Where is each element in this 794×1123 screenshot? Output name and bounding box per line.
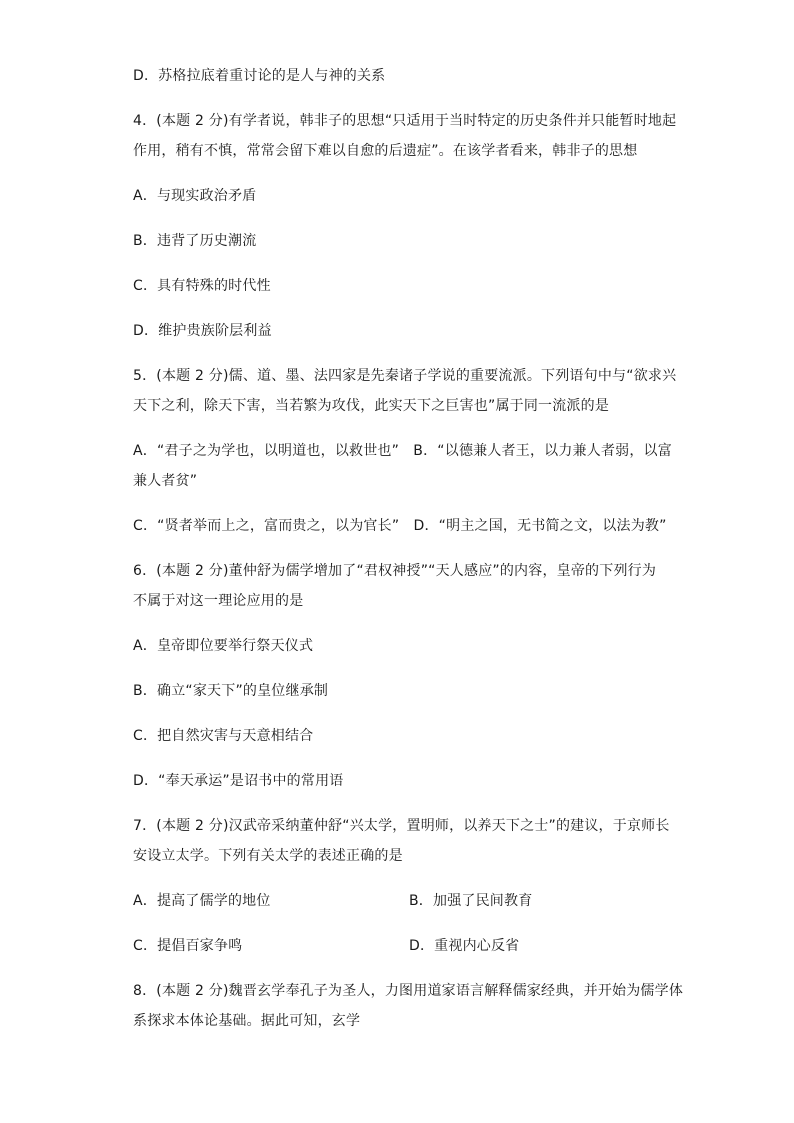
- q7-option-c: C．提倡百家争鸣: [133, 938, 243, 954]
- q4-option-b: B．违背了历史潮流: [133, 233, 257, 249]
- q4-stem-line2: 作用，稍有不慎，常常会留下难以自愈的后遗症”。在该学者看来，韩非子的思想: [133, 143, 638, 159]
- q6-option-d: D．“奉天承运”是诏书中的常用语: [133, 773, 344, 789]
- q7-stem-line2: 安设立太学。下列有关太学的表述正确的是: [133, 848, 403, 864]
- q5-stem-line1: 5．(本题 2 分)儒、道、墨、法四家是先秦诸子学说的重要流派。下列语句中与“欲求兴: [133, 368, 677, 384]
- q6-stem-line2: 不属于对这一理论应用的是: [133, 593, 304, 609]
- q4-option-a: A．与现实政治矛盾: [133, 188, 257, 204]
- q4-option-d: D．维护贵族阶层利益: [133, 323, 272, 339]
- q7-option-a: A．提高了儒学的地位: [133, 893, 271, 909]
- q3-option-d: D．苏格拉底着重讨论的是人与神的关系: [133, 68, 386, 84]
- q6-option-a: A．皇帝即位要举行祭天仪式: [133, 638, 314, 654]
- q7-stem-line1: 7．(本题 2 分)汉武帝采纳董仲舒“兴太学，置明师，以养天下之士”的建议，于京师长: [133, 818, 670, 834]
- q8-stem-line2: 系探求本体论基础。据此可知，玄学: [133, 1013, 361, 1029]
- q8-stem-line1: 8．(本题 2 分)魏晋玄学奉孔子为圣人，力图用道家语言解释儒家经典，并开始为儒学体: [133, 983, 684, 999]
- q4-stem-line1: 4．(本题 2 分)有学者说，韩非子的思想“只适用于当时特定的历史条件并只能暂时地起: [133, 113, 677, 129]
- q6-option-c: C．把自然灾害与天意相结合: [133, 728, 314, 744]
- q6-stem-line1: 6．(本题 2 分)董仲舒为儒学增加了“君权神授”“天人感应”的内容，皇帝的下列行为: [133, 563, 657, 579]
- q7-option-b: B．加强了民间教育: [409, 893, 533, 909]
- q5-options-cd: C．“贤者举而上之，富而贵之，以为官长” D．“明主之国，无书简之文，以法为教”: [133, 518, 667, 534]
- q5-options-ab-line2: 兼人者贫”: [133, 473, 198, 489]
- q5-options-ab-line1: A．“君子之为学也，以明道也，以救世也” B．“以德兼人者王，以力兼人者弱，以富: [133, 443, 672, 459]
- q5-stem-line2: 天下之利，除天下害，当若繁为攻伐，此实天下之巨害也”属于同一流派的是: [133, 398, 610, 414]
- q6-option-b: B．确立“家天下”的皇位继承制: [133, 683, 329, 699]
- q4-option-c: C．具有特殊的时代性: [133, 278, 271, 294]
- q7-option-d: D．重视内心反省: [409, 938, 520, 954]
